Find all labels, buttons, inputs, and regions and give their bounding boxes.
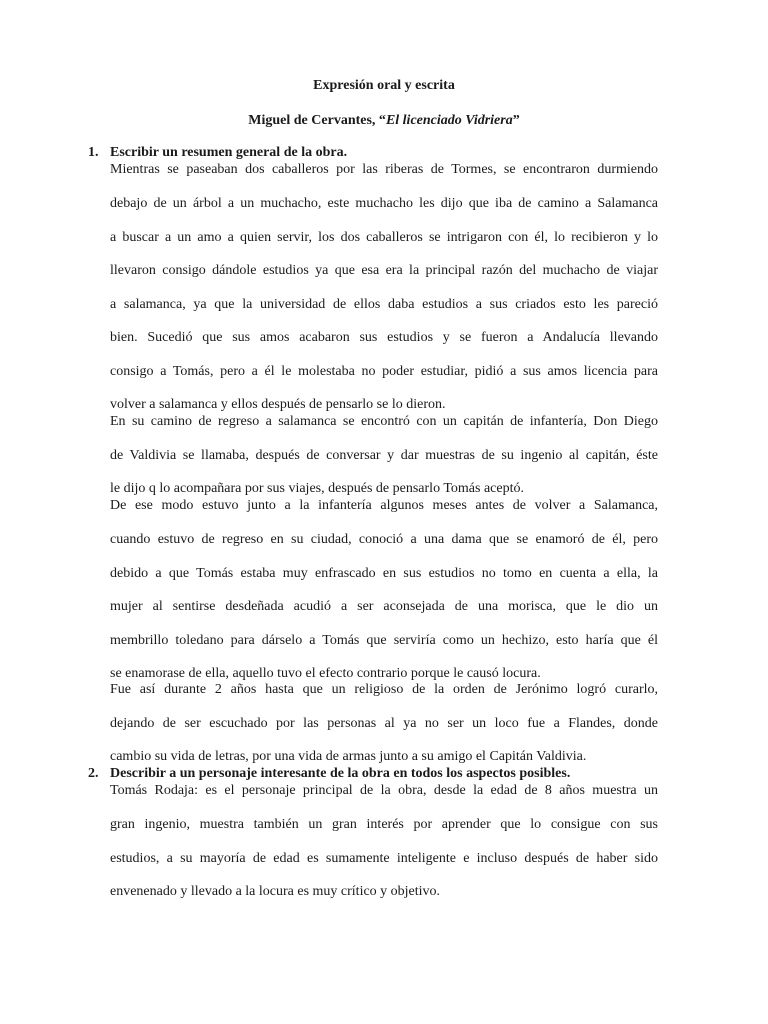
section-1-title: Escribir un resumen general de la obra. [110,145,348,160]
text-line: envenenado y llevado a la locura es muy crítico y objetivo. [110,884,441,899]
subtitle-author: Miguel de Cervantes, “ [248,113,386,128]
text-line: cambio su vida de letras, por una vida de armas junto a su amigo el Capitán Valdivia. [110,749,587,764]
section-2-number: 2. [88,766,99,781]
text-line: En su camino de regreso a salamanca se encontró con un capitán de infantería, Don Diego [110,414,658,429]
text-line: cuando estuvo de regreso en su ciudad, conoció a una dama que se enamoró de él, pero [110,532,658,547]
text-line: dejando de ser escuchado por las personas al ya no ser un loco fue a Flandes, donde [110,716,658,731]
text-line: a buscar a un amo a quien servir, los dos caballeros se intrigaron con él, lo recibieron y lo [110,230,658,245]
title-text: Expresión oral y escrita [313,78,455,93]
subtitle-close: ” [512,113,520,128]
document-title [0,78,768,94]
text-line: bien. Sucedió que sus amos acabaron sus estudios y se fueron a Andalucía llevando [110,330,658,345]
text-line: de Valdivia se llamaba, después de conversar y dar muestras de su ingenio al capitán, éste [110,448,658,463]
section-1-number: 1. [88,145,99,160]
document-subtitle [0,113,768,129]
text-line: gran ingenio, muestra también un gran interés por aprender que lo consigue con sus [110,817,658,832]
text-line: debido a que Tomás estaba muy enfrascado en sus estudios no tomo en cuenta a ella, la [110,566,658,581]
text-line: Tomás Rodaja: es el personaje principal de la obra, desde la edad de 8 años muestra un [110,783,658,798]
text-line: debajo de un árbol a un muchacho, este muchacho les dijo que iba de camino a Salamanca [110,196,658,211]
text-line: mujer al sentirse desdeñada acudió a ser aconsejada de una morisca, que le dio un [110,599,658,614]
text-line: membrillo toledano para dárselo a Tomás que serviría como un hechizo, esto haría que él [110,633,658,648]
text-line: a salamanca, ya que la universidad de ellos daba estudios a sus criados esto les pareció [110,297,658,312]
text-line: De ese modo estuvo junto a la infantería algunos meses antes de volver a Salamanca, [110,498,658,513]
text-line: consigo a Tomás, pero a él le molestaba no poder estudiar, pidió a sus amos licencia para [110,364,658,379]
text-line: Mientras se paseaban dos caballeros por las riberas de Tormes, se encontraron durmiendo [110,162,658,177]
section-2-title: Describir a un personaje interesante de la obra en todos los aspectos posibles. [110,766,571,781]
text-line: se enamorase de ella, aquello tuvo el efecto contrario porque le causó locura. [110,666,541,681]
text-line: llevaron consigo dándole estudios ya que esa era la principal razón del muchacho de viajar [110,263,658,278]
text-line: le dijo q lo acompañara por sus viajes, después de pensarlo Tomás aceptó. [110,481,524,496]
subtitle-work: El licenciado Vidriera [385,113,513,128]
text-line: volver a salamanca y ellos después de pensarlo se lo dieron. [110,397,446,412]
text-line: estudios, a su mayoría de edad es sumamente inteligente e incluso después de haber sido [110,851,658,866]
text-line: Fue así durante 2 años hasta que un religioso de la orden de Jerónimo logró curarlo, [110,682,658,697]
